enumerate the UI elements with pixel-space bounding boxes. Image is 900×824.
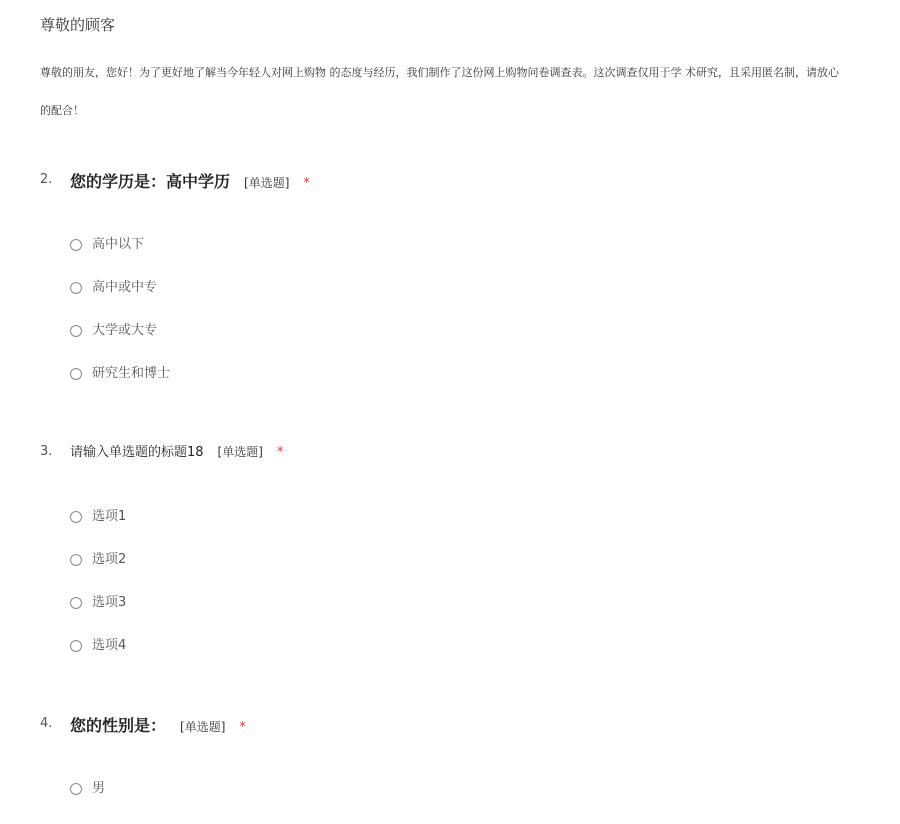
question-title: 您的性别是： — [70, 716, 167, 735]
option-list — [70, 781, 900, 824]
question-type-tag: [单选题] — [217, 445, 263, 459]
option-row[interactable] — [70, 366, 900, 409]
question-type-tag: [单选题] — [180, 720, 226, 734]
question-title: 请输入单选题的标题18 — [70, 445, 204, 460]
option-label[interactable]: 研究生和博士 — [92, 366, 171, 381]
option-label[interactable]: 选项2 — [92, 552, 127, 567]
radio-button[interactable] — [70, 239, 82, 251]
radio-button[interactable] — [70, 554, 82, 566]
question-number: 3. — [40, 444, 53, 459]
option-list — [70, 237, 900, 409]
option-label[interactable]: 选项4 — [92, 638, 127, 653]
option-row[interactable] — [70, 638, 900, 681]
question-number: 2. — [40, 172, 53, 187]
option-row[interactable] — [70, 781, 900, 824]
question-header — [40, 713, 900, 737]
option-label[interactable]: 高中以下 — [92, 237, 145, 252]
option-label[interactable]: 高中或中专 — [92, 280, 158, 295]
required-mark: * — [276, 445, 284, 460]
radio-button[interactable] — [70, 282, 82, 294]
intro-line-2: 的配合！ — [40, 104, 84, 117]
required-mark: * — [303, 176, 310, 191]
radio-button[interactable] — [70, 511, 82, 523]
radio-button[interactable] — [70, 597, 82, 609]
question-4 — [40, 713, 900, 824]
question-number: 4. — [40, 716, 53, 731]
question-title-row — [70, 441, 283, 460]
intro-text — [40, 54, 900, 130]
option-row[interactable] — [70, 552, 900, 595]
radio-button[interactable] — [70, 325, 82, 337]
option-label[interactable]: 选项3 — [92, 595, 127, 610]
option-label[interactable]: 选项1 — [92, 509, 127, 524]
question-3 — [40, 441, 900, 681]
question-title-row — [70, 713, 246, 736]
question-header — [40, 441, 900, 465]
greeting-title: 尊敬的顾客 — [40, 16, 116, 34]
required-mark: * — [239, 720, 246, 735]
question-type-tag: [单选题] — [244, 176, 290, 190]
option-row[interactable] — [70, 280, 900, 323]
option-row[interactable] — [70, 509, 900, 552]
option-row[interactable] — [70, 595, 900, 638]
question-title: 您的学历是：高中学历 — [70, 172, 231, 191]
option-row[interactable] — [70, 323, 900, 366]
option-label[interactable]: 大学或大专 — [92, 323, 158, 338]
question-2 — [40, 169, 900, 409]
option-label[interactable]: 男 — [92, 781, 106, 796]
intro-line-1: 尊敬的朋友，您好！为了更好地了解当今年轻人对网上购物 的态度与经历，我们制作了这份网上购物问卷调查表。这次调查仅用于学 术研究，且采用匿名制，请放心 — [40, 66, 839, 79]
question-title-row — [70, 169, 310, 192]
question-header — [40, 169, 900, 193]
radio-button[interactable] — [70, 368, 82, 380]
radio-button[interactable] — [70, 640, 82, 652]
radio-button[interactable] — [70, 783, 82, 795]
option-list — [70, 509, 900, 681]
option-row[interactable] — [70, 237, 900, 280]
